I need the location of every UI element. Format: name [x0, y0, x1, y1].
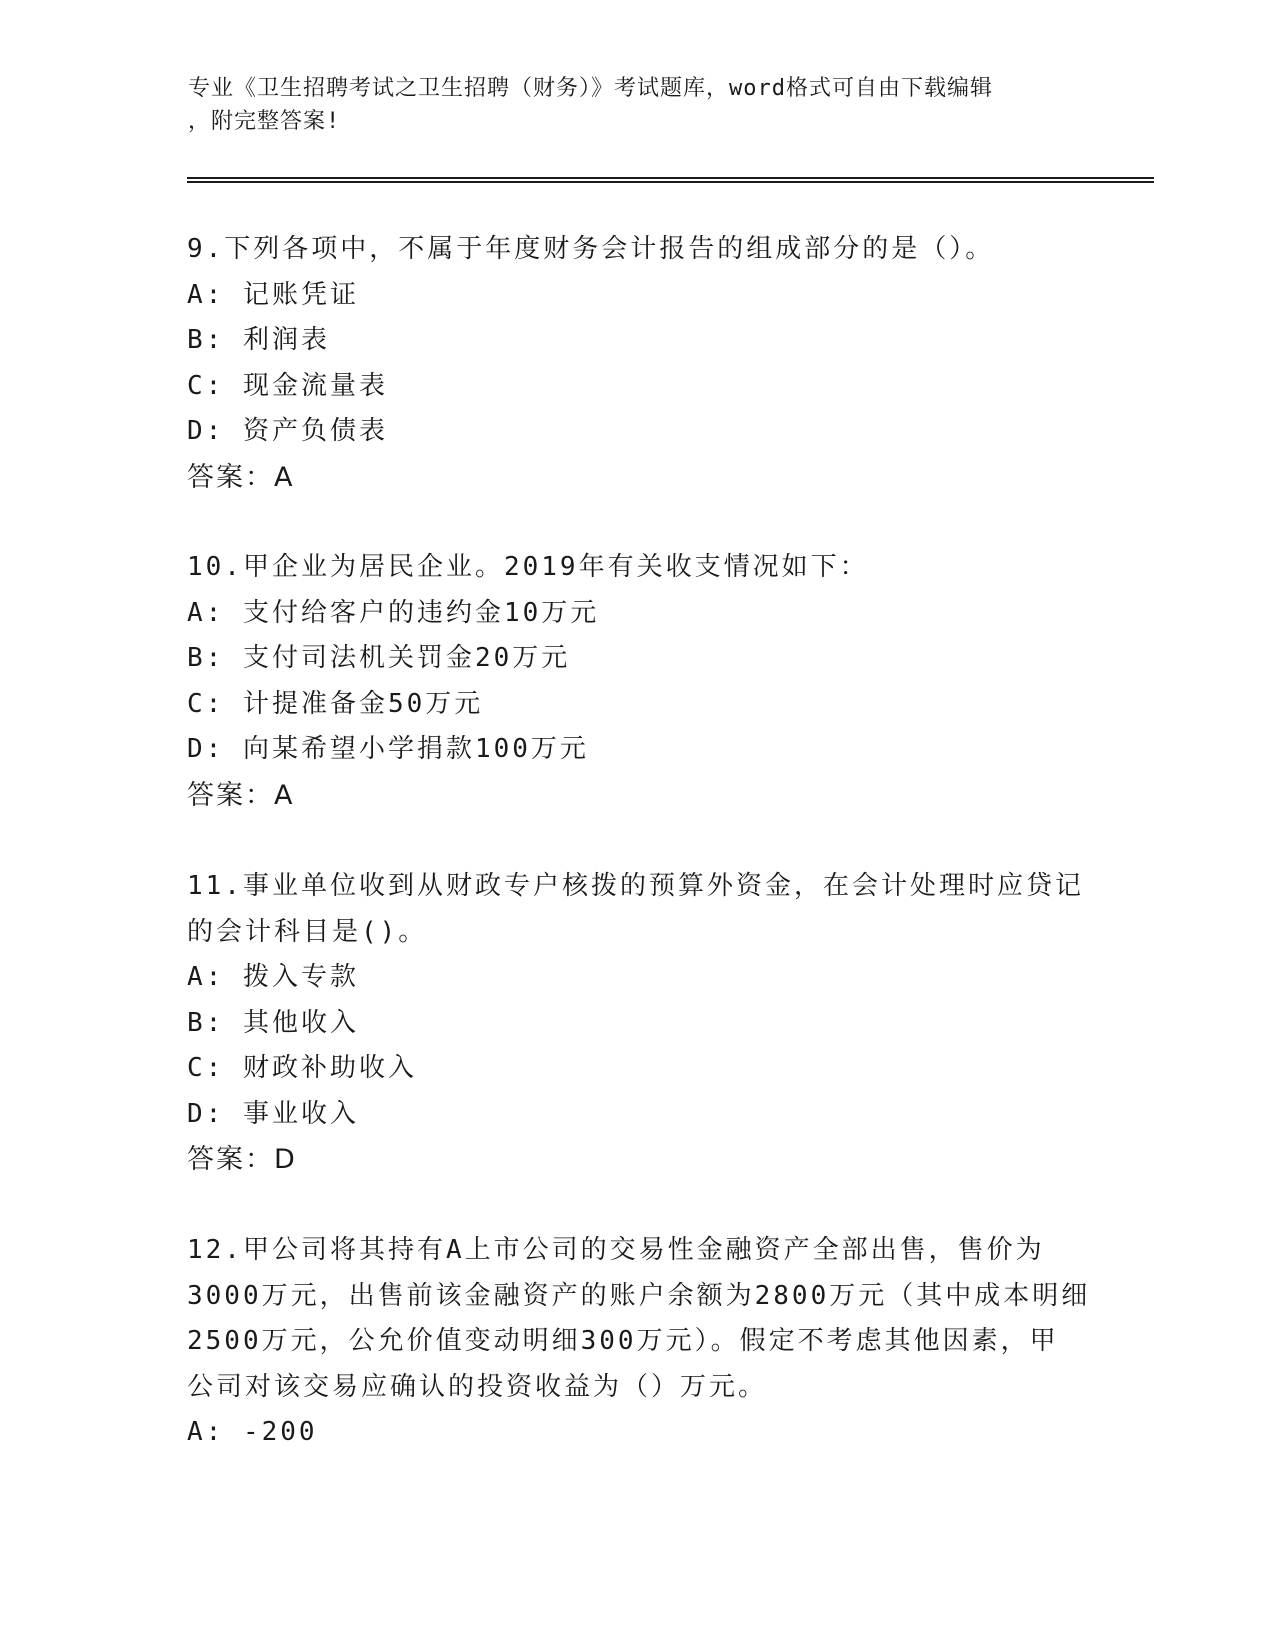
option-d: D: 资产负债表	[187, 416, 388, 446]
header-rule-top	[187, 177, 1154, 179]
header-line-2: ，附完整答案!	[188, 109, 341, 134]
option-d: D: 向某希望小学捐款100万元	[187, 734, 589, 764]
option-b: B: 其他收入	[187, 1007, 359, 1038]
option-a: A: 拨入专款	[187, 962, 359, 992]
option-b: B: 利润表	[187, 325, 330, 355]
answer: 答案：A	[187, 461, 295, 493]
document-header	[188, 72, 1068, 138]
option-b: B: 支付司法机关罚金20万元	[187, 643, 571, 673]
option-c: C: 现金流量表	[187, 370, 388, 401]
question-stem-line-4: 公司对该交易应确认的投资收益为（）万元。	[187, 1371, 768, 1402]
answer: 答案：A	[187, 779, 295, 811]
option-c: C: 计提准备金50万元	[187, 688, 484, 719]
header-line-1: 专业《卫生招聘考试之卫生招聘（财务）》考试题库，word格式可自由下载编辑	[188, 76, 993, 101]
question-stem: 10.甲企业为居民企业。2019年有关收支情况如下：	[187, 552, 869, 582]
question-stem-line-2: 3000万元，出售前该金融资产的账户余额为2800万元（其中成本明细	[187, 1280, 1091, 1311]
option-d: D: 事业收入	[187, 1098, 359, 1129]
option-c: C: 财政补助收入	[187, 1053, 417, 1083]
question-10	[187, 545, 1077, 818]
question-9	[187, 227, 1077, 500]
question-12	[187, 1228, 1091, 1456]
answer: 答案：D	[187, 1144, 297, 1175]
question-stem-line-1: 12.甲公司将其持有A上市公司的交易性金融资产全部出售，售价为	[187, 1235, 1045, 1265]
header-rule-bottom	[187, 181, 1154, 183]
option-a: A: -200	[187, 1417, 318, 1447]
question-stem: 9.下列各项中，不属于年度财务会计报告的组成部分的是（）。	[187, 234, 995, 264]
option-a: A: 记账凭证	[187, 279, 359, 310]
question-stem-line-1: 11.事业单位收到从财政专户核拨的预算外资金，在会计处理时应贷记	[187, 871, 1084, 901]
question-11	[187, 864, 1084, 1183]
question-stem-line-2: 的会计科目是()。	[187, 916, 428, 947]
option-a: A: 支付给客户的违约金10万元	[187, 597, 600, 628]
question-stem-line-3: 2500万元，公允价值变动明细300万元）。假定不考虑其他因素，甲	[187, 1326, 1059, 1356]
